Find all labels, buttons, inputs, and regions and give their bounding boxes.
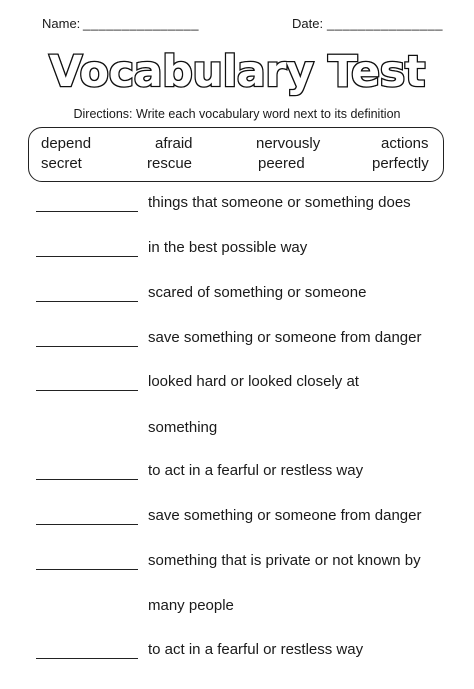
answer-blank[interactable]: [36, 658, 138, 659]
answer-blank[interactable]: [36, 211, 138, 212]
date-label: Date:: [292, 16, 324, 31]
definition-text: something that is private or not known by: [148, 552, 421, 569]
word-bank-item: nervously: [256, 135, 321, 152]
definition-text: save something or someone from danger: [148, 329, 422, 346]
definition-continuation: something: [148, 419, 218, 436]
definition-text: in the best possible way: [148, 239, 308, 256]
definition-text: save something or someone from danger: [148, 507, 422, 524]
answer-blank[interactable]: [36, 390, 138, 391]
directions-text: Directions: Write each vocabulary word next to its definition: [73, 107, 401, 121]
answer-blank[interactable]: [36, 256, 138, 257]
page-title: Vocabulary Test: [49, 47, 425, 97]
answer-blank[interactable]: [36, 301, 138, 302]
word-bank-item: depend: [41, 135, 92, 152]
word-bank-item: secret: [41, 155, 82, 172]
name-label: Name:: [42, 16, 81, 31]
definition-text: looked hard or looked closely at: [148, 373, 359, 390]
answer-blank[interactable]: [36, 524, 138, 525]
word-bank-item: peered: [258, 155, 305, 172]
word-bank-item: rescue: [147, 155, 193, 172]
answer-blank[interactable]: [36, 569, 138, 570]
word-bank-item: afraid: [155, 135, 193, 152]
word-bank: [28, 127, 444, 182]
answer-blank[interactable]: [36, 479, 138, 480]
definition-continuation: many people: [148, 597, 234, 614]
answer-blank[interactable]: [36, 346, 138, 347]
word-bank-item: actions: [381, 135, 429, 152]
word-bank-item: perfectly: [372, 155, 429, 172]
definition-text: things that someone or something does: [148, 194, 411, 211]
definition-text: to act in a fearful or restless way: [148, 462, 364, 479]
name-field[interactable]: _______________: [83, 16, 199, 31]
definition-text: to act in a fearful or restless way: [148, 641, 364, 658]
date-field[interactable]: _______________: [327, 16, 443, 31]
definition-text: scared of something or someone: [148, 284, 367, 301]
